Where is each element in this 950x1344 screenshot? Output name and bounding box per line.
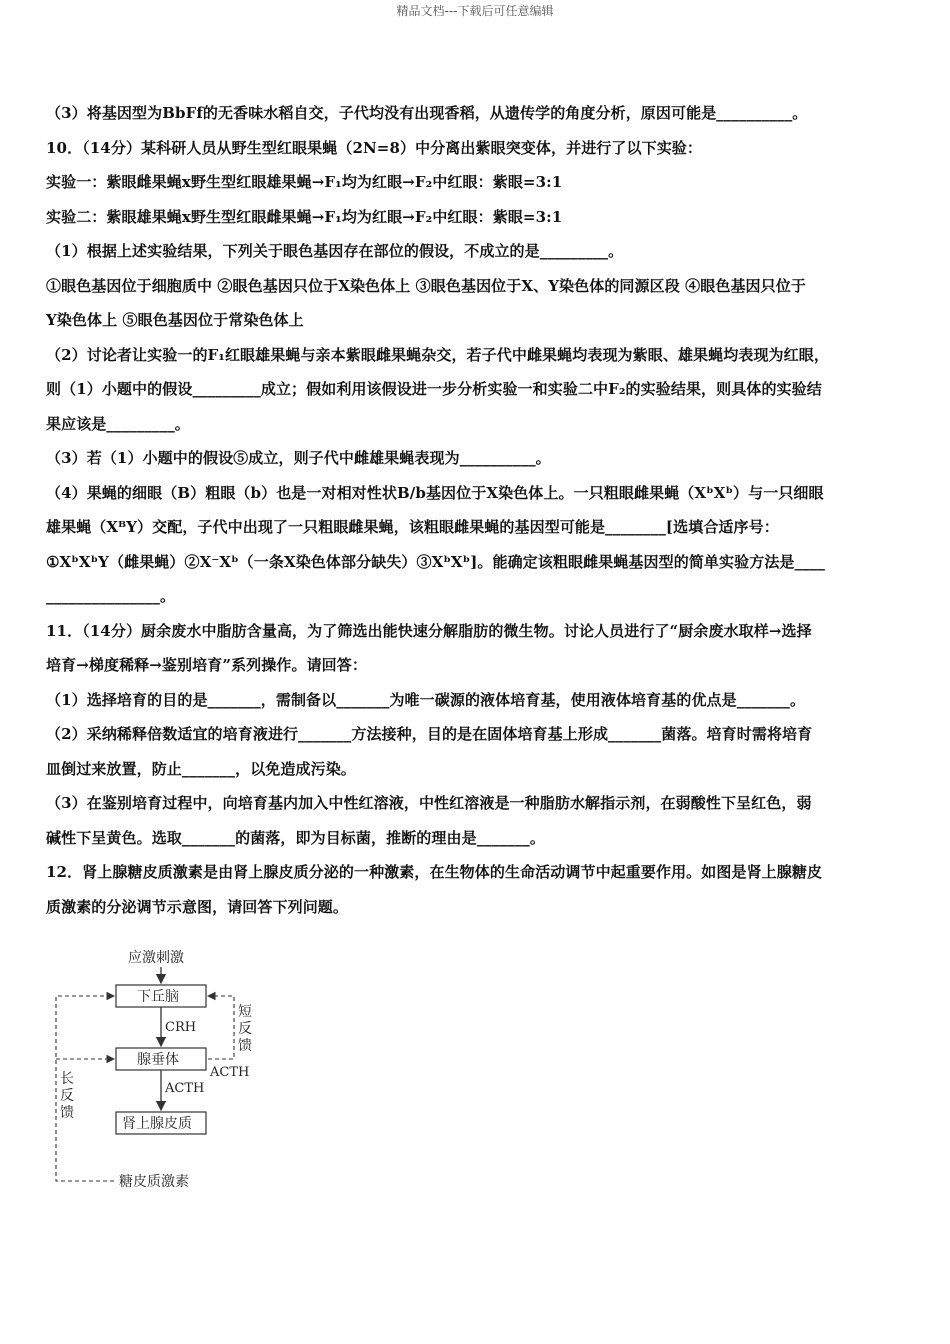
text-line: （2）讨论者让实验一的F₁红眼雄果蝇与亲本紫眼雌果蝇杂交，若子代中雌果蝇均表现为紫眼、雄果蝇均表现为红眼，	[46, 345, 829, 364]
long-feedback-char: 馈	[60, 1105, 74, 1121]
text-line: 实验二：紫眼雄果蝇x野生型红眼雌果蝇→F₁均为红眼→F₂中红眼：紫眼=3:1	[46, 207, 563, 226]
text-line: _______________。	[46, 587, 176, 605]
acth-label: ACTH	[165, 1081, 205, 1096]
text-line: 培育→梯度稀释→鉴别培育”系列操作。请回答：	[46, 656, 367, 674]
text-line: 皿倒过来放置，防止_______，以免造成污染。	[46, 759, 356, 778]
text-line: 质激素的分泌调节示意图，请回答下列问题。	[46, 897, 349, 916]
short-feedback-char: 短	[238, 1004, 252, 1020]
hormone-regulation-diagram	[46, 945, 276, 1200]
acth-side-label: ACTH	[210, 1065, 250, 1080]
text-line: 果应该是_________。	[46, 414, 190, 433]
hormone-label: 糖皮质激素	[119, 1174, 189, 1190]
text-line: （3）若（1）小题中的假设⑤成立，则子代中雌雄果蝇表现为__________。	[46, 449, 551, 467]
document-body	[46, 96, 906, 924]
short-feedback-char: 馈	[238, 1038, 252, 1054]
hypothalamus-label: 下丘脑	[137, 989, 179, 1005]
crh-label: CRH	[165, 1020, 197, 1035]
text-line: （4）果蝇的细眼（B）粗眼（b）也是一对相对性状B/b基因位于X染色体上。一只粗眼雌果蝇（XᵇXᵇ）与一只细眼	[46, 483, 824, 502]
stimulus-label: 应激刺激	[128, 950, 184, 966]
short-feedback-path	[208, 996, 234, 1059]
text-line: 则（1）小题中的假设_________成立；假如利用该假设进一步分析实验一和实验二中F₂的实验结果，则具体的实验结	[46, 380, 822, 398]
text-line: （2）采纳稀释倍数适宜的培育液进行_______方法接种，目的是在固体培育基上形成_______菌落。培育时需将培育	[46, 725, 813, 743]
text-line: ①XᵇXᵇY（雌果蝇）②X⁻Xᵇ（一条X染色体部分缺失）③XᵇXᵇ]。能确定该粗眼雌果蝇基因型的简单实验方法是____	[46, 552, 825, 571]
text-line: 12．肾上腺糖皮质激素是由肾上腺皮质分泌的一种激素，在生物体的生命活动调节中起重要作用。如图是肾上腺糖皮	[46, 863, 823, 881]
long-feedback-char: 长	[60, 1071, 74, 1087]
long-feedback-char: 反	[60, 1088, 74, 1104]
text-line: ①眼色基因位于细胞质中 ②眼色基因只位于X染色体上 ③眼色基因位于X、Y染色体的同源区段 ④眼色基因只位于	[46, 276, 806, 295]
text-line: 碱性下呈黄色。选取_______的菌落，即为目标菌，推断的理由是_______。	[46, 828, 546, 847]
text-line: 11．（14分）厨余废水中脂肪含量高，为了筛选出能快速分解脂肪的微生物。讨论人员进行了“厨余废水取样→选择	[46, 621, 812, 640]
text-line: （3）将基因型为BbFf的无香味水稻自交，子代均没有出现香稻，从遗传学的角度分析，原因可能是__________。	[46, 104, 808, 122]
text-line: Y染色体上 ⑤眼色基因位于常染色体上	[46, 311, 304, 329]
text-line: （3）在鉴别培育过程中，向培育基内加入中性红溶液，中性红溶液是一种脂肪水解指示剂，在弱酸性下呈红色，弱	[46, 794, 812, 812]
adrenal-cortex-label: 肾上腺皮质	[122, 1116, 192, 1132]
text-line: （1）根据上述实验结果，下列关于眼色基因存在部位的假设，不成立的是_________。	[46, 242, 624, 260]
text-line: （1）选择培育的目的是_______，需制备以_______为唯一碳源的液体培育基，使用液体培育基的优点是_______。	[46, 690, 806, 709]
text-line: 实验一：紫眼雌果蝇x野生型红眼雄果蝇→F₁均为红眼→F₂中红眼：紫眼=3:1	[46, 173, 563, 191]
text-line: 雄果蝇（XᴮY）交配，子代中出现了一只粗眼雌果蝇，该粗眼雌果蝇的基因型可能是________[选填合适序号：	[46, 518, 779, 536]
short-feedback-char: 反	[238, 1021, 252, 1037]
pituitary-label: 腺垂体	[137, 1052, 179, 1068]
text-line: 10．（14分）某科研人员从野生型红眼果蝇（2N=8）中分离出紫眼突变体，并进行了以下实验：	[46, 138, 703, 157]
page-header: 精品文档---下载后可任意编辑	[396, 4, 554, 18]
